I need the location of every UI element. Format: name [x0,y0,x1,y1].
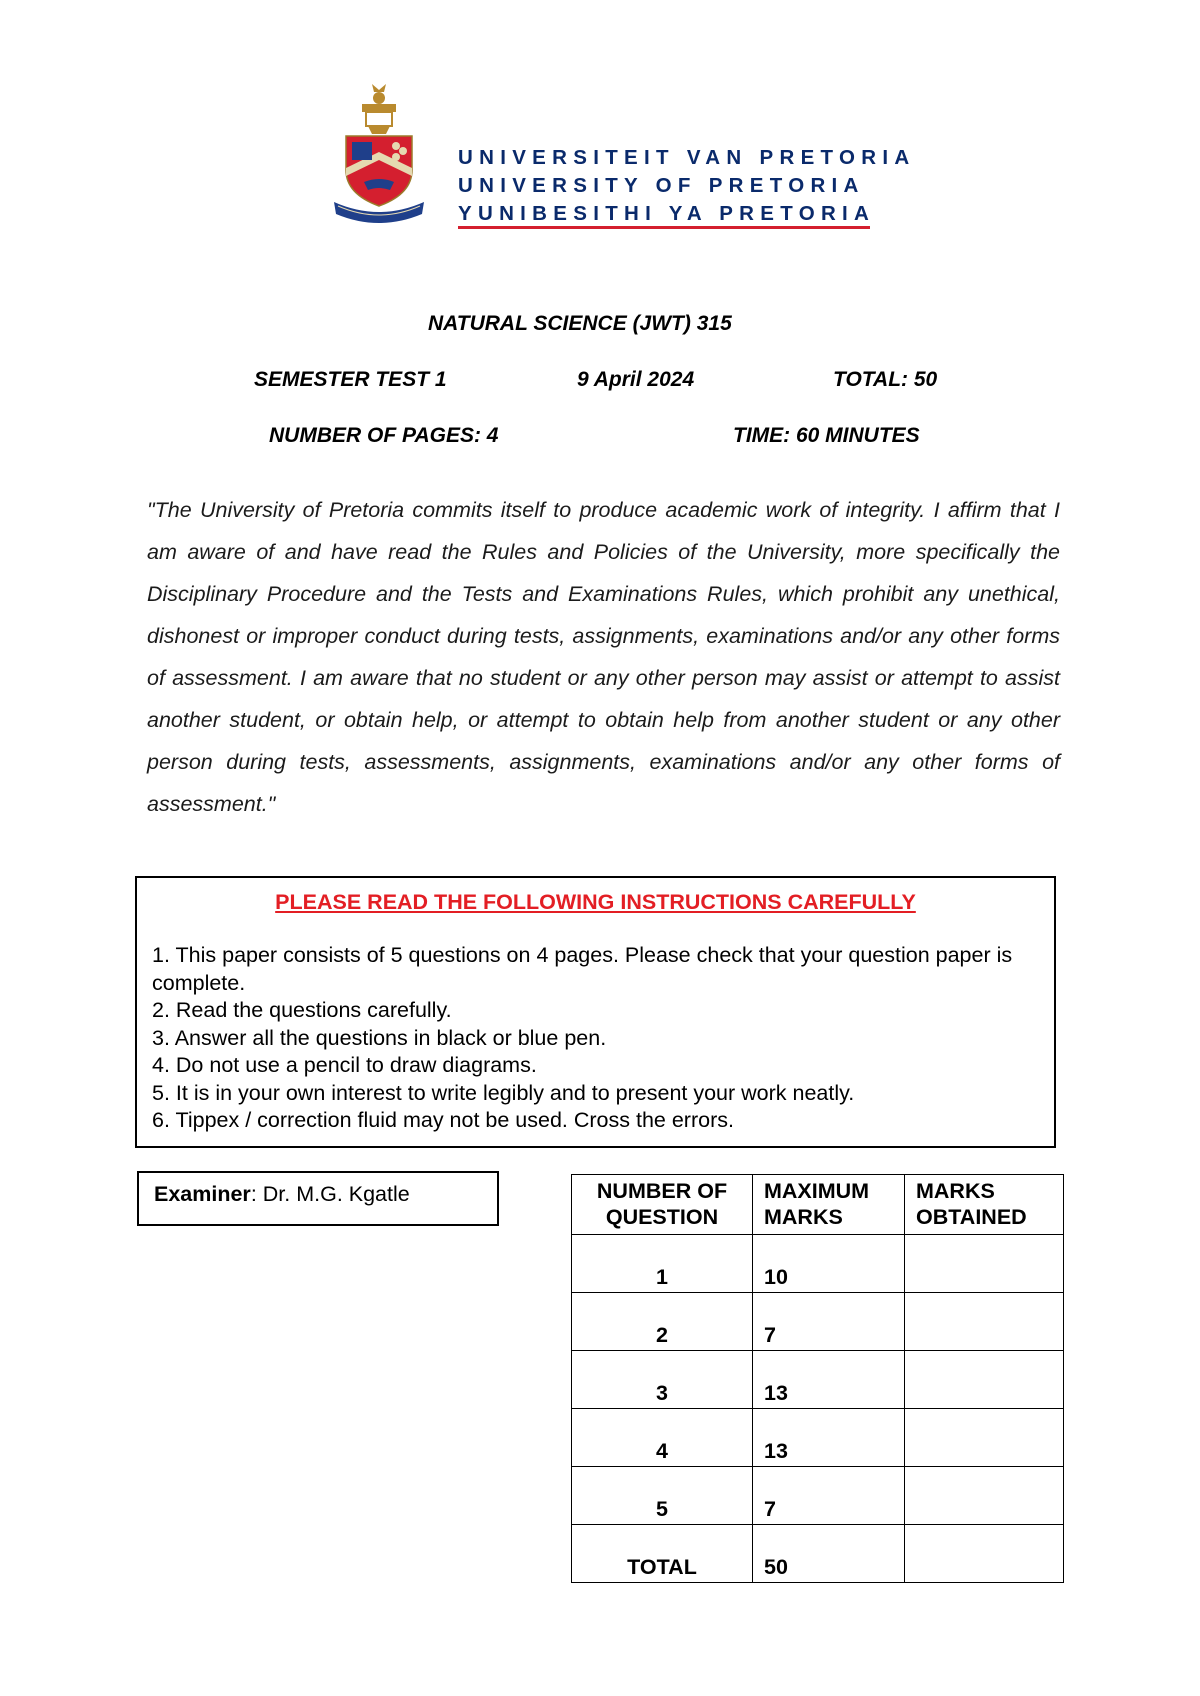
test-name: SEMESTER TEST 1 [254,368,447,391]
university-name-english: UNIVERSITY OF PRETORIA [458,174,865,197]
max-marks-cell: 10 [753,1235,905,1293]
instruction-item: 5. It is in your own interest to write legibly and to present your work neatly. [152,1080,855,1105]
header-question-number: NUMBER OF QUESTION [572,1175,753,1235]
instruction-item: 3. Answer all the questions in black or blue pen. [152,1025,607,1050]
max-marks-cell: 13 [753,1409,905,1467]
table-row [572,1409,1064,1467]
marks-obtained-cell[interactable] [905,1351,1064,1409]
brand-underline [458,226,870,229]
examiner-box [137,1171,499,1226]
instructions-list [152,942,1040,1135]
time-allowed: TIME: 60 MINUTES [733,424,920,447]
instruction-item: 6. Tippex / correction fluid may not be used. Cross the errors. [152,1108,734,1132]
marks-obtained-cell[interactable] [905,1293,1064,1351]
marks-obtained-cell[interactable] [905,1467,1064,1525]
total-marks: TOTAL: 50 [833,368,938,391]
marks-obtained-cell[interactable] [905,1235,1064,1293]
table-row [572,1351,1064,1409]
table-row [572,1235,1064,1293]
question-cell: 5 [572,1467,753,1525]
header-maximum-marks: MAXIMUM MARKS [753,1175,905,1235]
instruction-item: 1. This paper consists of 5 questions on 4 pages. Please check that your question paper is complete. [152,943,1013,995]
university-crest-logo [332,82,426,230]
marks-table-header [572,1175,1064,1235]
question-cell: 1 [572,1235,753,1293]
test-date: 9 April 2024 [577,368,695,391]
total-obtained-cell[interactable] [905,1525,1064,1583]
total-label-cell: TOTAL [572,1525,753,1583]
max-marks-cell: 7 [753,1467,905,1525]
marks-table [571,1174,1064,1583]
table-row [572,1467,1064,1525]
university-name-afrikaans: UNIVERSITEIT VAN PRETORIA [458,146,916,169]
university-name-sepedi: YUNIBESITHI YA PRETORIA [458,202,876,225]
instruction-item: 2. Read the questions carefully. [152,998,452,1022]
max-marks-cell: 13 [753,1351,905,1409]
max-marks-cell: 7 [753,1293,905,1351]
table-row [572,1293,1064,1351]
university-name-block [458,144,916,228]
instruction-item: 4. Do not use a pencil to draw diagrams. [152,1053,537,1077]
examiner-name: : Dr. M.G. Kgatle [250,1182,410,1206]
marks-obtained-cell[interactable] [905,1409,1064,1467]
instructions-box [135,876,1056,1148]
question-cell: 4 [572,1409,753,1467]
instructions-title: PLEASE READ THE FOLLOWING INSTRUCTIONS CAREFULLY [275,890,916,914]
integrity-pledge: "The University of Pretoria commits itself to produce academic work of integrity. I affirm that I am aware of and have read the Rules and Policies of the University, more specifically the Disciplinary Procedure and the Tests and Examinations Rules, which prohibit any unethical, dishonest or improper conduct during tests, assignments, examinations and/or any other forms of assessment. I am aware that no student or any other person may assist or attempt to assist another student, or obtain help, or attempt to obtain help from another student or any other person during tests, assessments, assignments, examinations and/or any other forms of assessment." [147,498,1060,816]
course-title: NATURAL SCIENCE (JWT) 315 [428,312,732,335]
question-cell: 2 [572,1293,753,1351]
header-marks-obtained: MARKS OBTAINED [905,1175,1064,1235]
question-cell: 3 [572,1351,753,1409]
examiner-label: Examiner [154,1182,251,1206]
number-of-pages: NUMBER OF PAGES: 4 [269,424,499,447]
table-row-total [572,1525,1064,1583]
total-max-cell: 50 [753,1525,905,1583]
